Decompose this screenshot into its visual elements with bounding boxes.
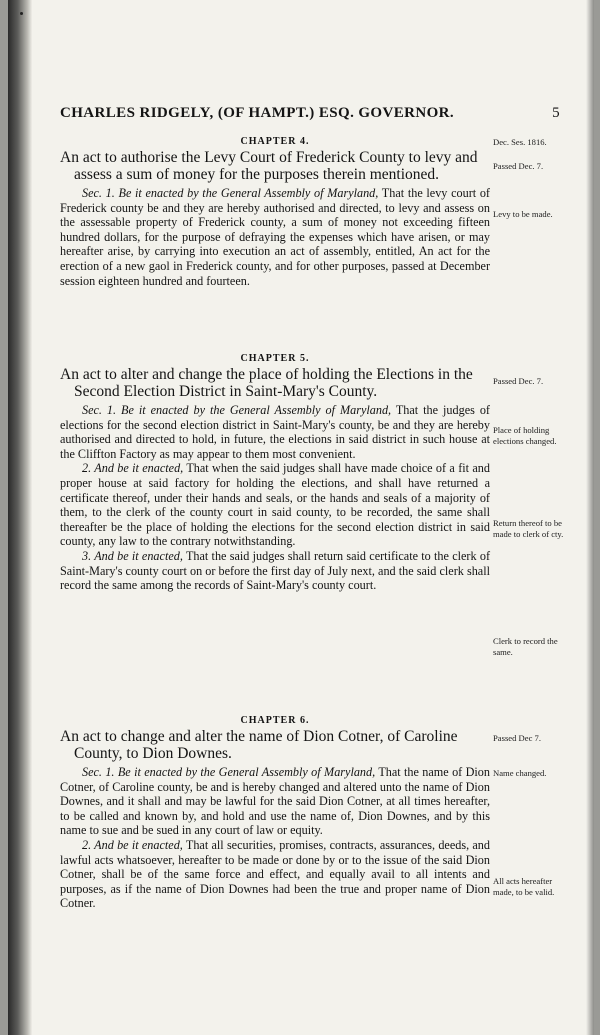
page-number: 5 — [552, 105, 560, 121]
section-paragraph: 2. And be it enacted, That all securities, promises, contracts, assurances, deeds, and lawful acts whatsoever, hereafter to be made or done by or to the issue of the said Dion Cotner, shall be of the same force and effect, and equally avail to all intents and purposes, as if the name of Dion Downes had been the true and proper name of Dion Cotner. — [60, 837, 490, 911]
margin-note-passed: Passed Dec. 7. — [493, 376, 544, 386]
chapter-heading: CHAPTER 6. — [240, 715, 310, 726]
margin-note-place: Place of holding elections changed. — [493, 425, 557, 446]
running-head — [60, 105, 560, 122]
section-paragraph: Sec. 1. Be it enacted by the General Assembly of Maryland, That the judges of elections for the second election district in Saint-Mary's county, be and they are hereby authorised and directed to hold, in future, the elections in said district in such house at the Cliffton Factory as may appear to them most convenient. — [60, 403, 490, 461]
page-edge-shadow — [586, 0, 594, 1035]
section-paragraph: Sec. 1. Be it enacted by the General Assembly of Maryland, That the name of Dion Cotner, of Caroline county, be and is hereby changed and altered unto the name of Dion Downes, and it shall and may be lawful for the said Dion Cotner, at all times hereafter, to be called and known by, and hold and use the name of, Dion Downes, and by this name to sue and be sued in any court of law or equity. — [60, 765, 490, 838]
chapter-6 — [60, 715, 490, 911]
margin-note-valid: All acts hereafter made, to be valid. — [493, 876, 555, 897]
chapter-4 — [60, 136, 490, 288]
scanned-page — [8, 0, 594, 1035]
margin-note-passed: Passed Dec. 7. — [493, 161, 544, 171]
running-title: CHARLES RIDGELY, (OF HAMPT.) ESQ. GOVERNOR. — [60, 105, 455, 121]
margin-note-return: Return thereof to be made to clerk of cty. — [493, 518, 564, 539]
chapter-5 — [60, 353, 490, 593]
chapter-heading: CHAPTER 5. — [240, 353, 310, 364]
chapter-heading: CHAPTER 4. — [240, 136, 310, 147]
margin-note-session: Dec. Ses. 1816. — [493, 137, 547, 147]
section-paragraph: Sec. 1. Be it enacted by the General Assembly of Maryland, That the levy court of Frederick county be and they are hereby authorised and directed, to levy and assess on the assessable property of Frederick county, a sum of money not exceeding fifteen hundred dollars, for the purpose of defraying the expenses which have arisen, or may hereafter arise, by carrying into execution an act of assembly, entitled, An act for the erection of a new gaol in Frederick county, and for other purposes, passed at December session eighteen hundred and fourteen. — [60, 186, 490, 288]
section-paragraph: 3. And be it enacted, That the said judges shall return said certificate to the clerk of Saint-Mary's county court on or before the first day of July next, and the said clerk shall record the same among the records of Saint-Mary's county court. — [60, 548, 490, 593]
act-title: An act to authorise the Levy Court of Frederick County to levy and assess a sum of money for the purposes therein mentioned. — [60, 149, 478, 183]
act-title: An act to change and alter the name of Dion Cotner, of Caroline County, to Dion Downes. — [60, 728, 458, 762]
margin-note-name: Name changed. — [493, 768, 547, 778]
scan-speck — [20, 12, 23, 15]
margin-note-clerk: Clerk to record the same. — [493, 636, 558, 657]
book-spine-shadow — [8, 0, 32, 1035]
act-title: An act to alter and change the place of holding the Elections in the Second Election District in Saint-Mary's County. — [60, 366, 473, 400]
section-paragraph: 2. And be it enacted, That when the said judges shall have made choice of a fit and proper house at said factory for holding the elections, and shall have returned a certificate thereof, under their hands and seals, or the hands and seals of a majority of them, to the clerk of the county court in said county, to be recorded, the same shall thereafter be the place of holding the elections for the second election district in said county, any law to the contrary notwithstanding. — [60, 461, 490, 549]
margin-note-levy: Levy to be made. — [493, 209, 553, 219]
margin-note-passed: Passed Dec 7. — [493, 733, 541, 743]
